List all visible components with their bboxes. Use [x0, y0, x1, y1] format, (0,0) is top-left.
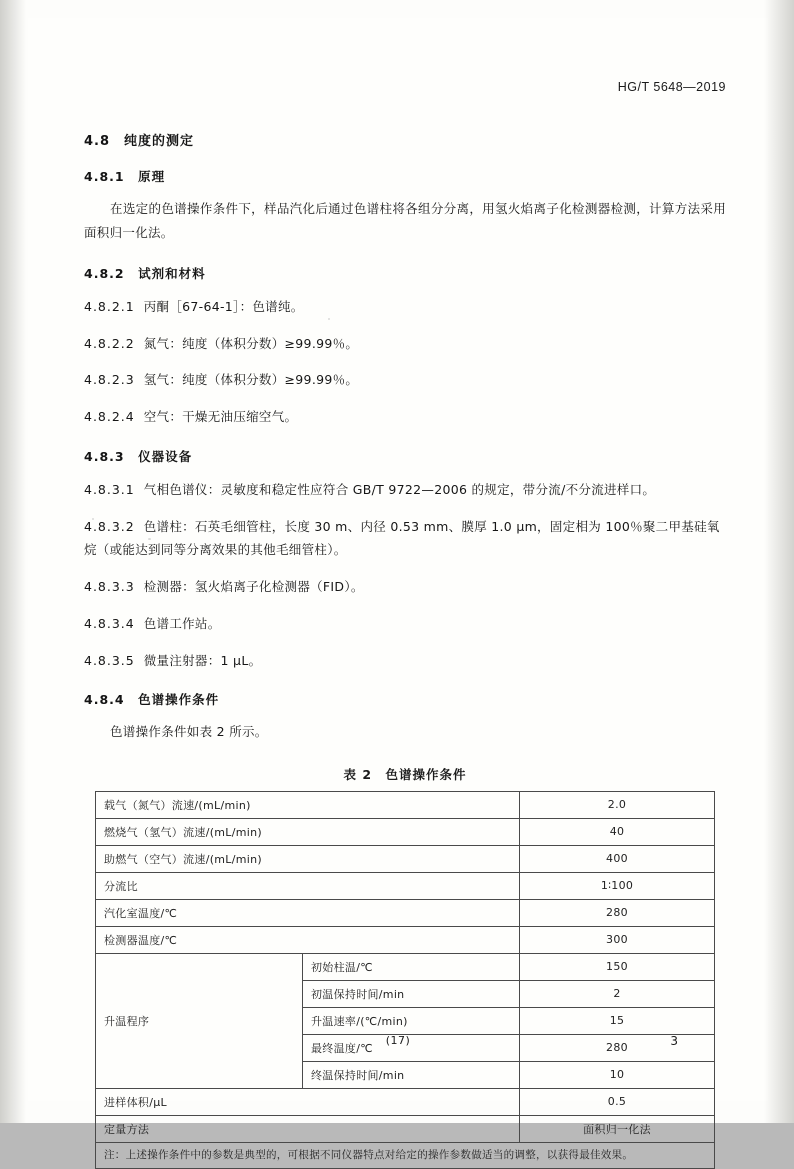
- instrument-item: [84, 478, 726, 502]
- footer-center-marker: (17): [385, 1034, 411, 1047]
- reagent-item-number: 4.8.2.3: [84, 372, 135, 388]
- section-heading-4-8-2: 4.8.2 试剂和材料: [84, 265, 206, 281]
- instrument-item-text: 检测器：氢火焰离子化检测器（FID）。: [143, 579, 364, 594]
- table-note: 注：上述操作条件中的参数是典型的，可根据不同仪器特点对给定的操作参数做适当的调整，以获得最佳效果。: [96, 1142, 715, 1169]
- reagent-item: [84, 295, 726, 319]
- instrument-item: [84, 515, 726, 563]
- chromatographic-conditions-table: [95, 791, 715, 1169]
- row-label: 汽化室温度/℃: [96, 899, 520, 926]
- instrument-item: [84, 612, 726, 636]
- instrument-item-number: 4.8.3.4: [84, 615, 135, 631]
- table-row: [96, 953, 715, 980]
- table-row: [96, 926, 715, 953]
- row-label: 检测器温度/℃: [96, 926, 520, 953]
- table-row: [96, 791, 715, 818]
- paper-sheet: [28, 18, 768, 1161]
- row-value: 2: [520, 980, 715, 1007]
- row-value: 300: [520, 926, 715, 953]
- row-value: 400: [520, 845, 715, 872]
- row-value: 40: [520, 818, 715, 845]
- row-value: 1∶100: [520, 872, 715, 899]
- reagent-item-text: 空气：干燥无油压缩空气。: [143, 409, 298, 424]
- row-value: 2.0: [520, 791, 715, 818]
- reagent-item: [84, 368, 726, 392]
- reagent-item-number: 4.8.2.1: [84, 298, 135, 314]
- conditions-lead-paragraph: 色谱操作条件如表 2 所示。: [110, 724, 268, 740]
- instrument-item-text: 气相色谱仪：灵敏度和稳定性应符合 GB/T 9722—2006 的规定，带分流/不分流进样口。: [143, 481, 656, 497]
- row-label: 进样体积/μL: [96, 1088, 520, 1115]
- row-value: 10: [520, 1061, 715, 1088]
- instrument-item-text: 色谱柱：石英毛细管柱，长度 30 m、内径 0.53 mm、膜厚 1.0 μm，固定相为 100％聚二甲基硅氧烷（或能达到同等分离效果的其他毛细管柱）。: [84, 518, 720, 558]
- row-sublabel: 初温保持时间/min: [303, 980, 520, 1007]
- section-heading-4-8: 4.8 纯度的测定: [84, 134, 195, 149]
- row-value: 0.5: [520, 1088, 715, 1115]
- table-row: [96, 1088, 715, 1115]
- row-sublabel: 终温保持时间/min: [303, 1061, 520, 1088]
- row-label: 助燃气（空气）流速/(mL/min): [96, 845, 520, 872]
- row-label: 分流比: [96, 872, 520, 899]
- section-heading-4-8-4: 4.8.4 色谱操作条件: [84, 692, 220, 708]
- principle-paragraph: 在选定的色谱操作条件下，样品汽化后通过色谱柱将各组分分离，用氢火焰离子化检测器检测，计算方法采用面积归一化法。: [84, 201, 726, 241]
- section-heading-4-8-3: 4.8.3 仪器设备: [84, 448, 193, 464]
- page-number: 3: [670, 1034, 678, 1048]
- row-value: 15: [520, 1007, 715, 1034]
- reagent-item-text: 氮气：纯度（体积分数）≥99.99％。: [143, 335, 359, 351]
- reagent-item-text: 氢气：纯度（体积分数）≥99.99％。: [143, 372, 359, 388]
- reagent-item-number: 4.8.2.4: [84, 409, 135, 424]
- instrument-item: [84, 575, 726, 599]
- section-heading-4-8-1: 4.8.1 原理: [84, 169, 166, 184]
- instrument-item-text: 微量注射器：1 μL。: [143, 652, 262, 668]
- row-value: 150: [520, 953, 715, 980]
- reagent-item-text: 丙酮［67-64-1］：色谱纯。: [143, 298, 304, 314]
- row-value: 面积归一化法: [520, 1115, 715, 1142]
- instrument-item: [84, 649, 726, 673]
- row-label: 燃烧气（氢气）流速/(mL/min): [96, 818, 520, 845]
- table-row: [96, 1115, 715, 1142]
- instrument-item-number: 4.8.3.3: [84, 579, 135, 594]
- row-value: 280: [520, 899, 715, 926]
- temperature-program-label: 升温程序: [96, 953, 303, 1088]
- instrument-item-number: 4.8.3.5: [84, 652, 135, 668]
- reagent-item: [84, 332, 726, 356]
- table-row: [96, 899, 715, 926]
- instrument-item-number: 4.8.3.2: [84, 518, 135, 534]
- row-sublabel: 最终温度/℃: [303, 1034, 520, 1061]
- instrument-item-number: 4.8.3.1: [84, 481, 135, 497]
- standard-code-header: HG/T 5648—2019: [617, 80, 726, 94]
- row-label: 载气（氮气）流速/(mL/min): [96, 791, 520, 818]
- page-content: [84, 80, 726, 1169]
- row-sublabel: 初始柱温/℃: [303, 953, 520, 980]
- row-sublabel: 升温速率/(℃/min): [303, 1007, 520, 1034]
- reagent-item: [84, 405, 726, 429]
- instrument-item-text: 色谱工作站。: [143, 615, 221, 631]
- reagent-item-number: 4.8.2.2: [84, 335, 135, 351]
- table-caption: 表 2 色谱操作条件: [343, 766, 467, 782]
- table-note-row: [96, 1142, 715, 1169]
- page-footer: [84, 1034, 712, 1047]
- table-row: [96, 818, 715, 845]
- row-value: 280: [520, 1034, 715, 1061]
- row-label: 定量方法: [96, 1115, 520, 1142]
- table-row: [96, 845, 715, 872]
- table-row: [96, 872, 715, 899]
